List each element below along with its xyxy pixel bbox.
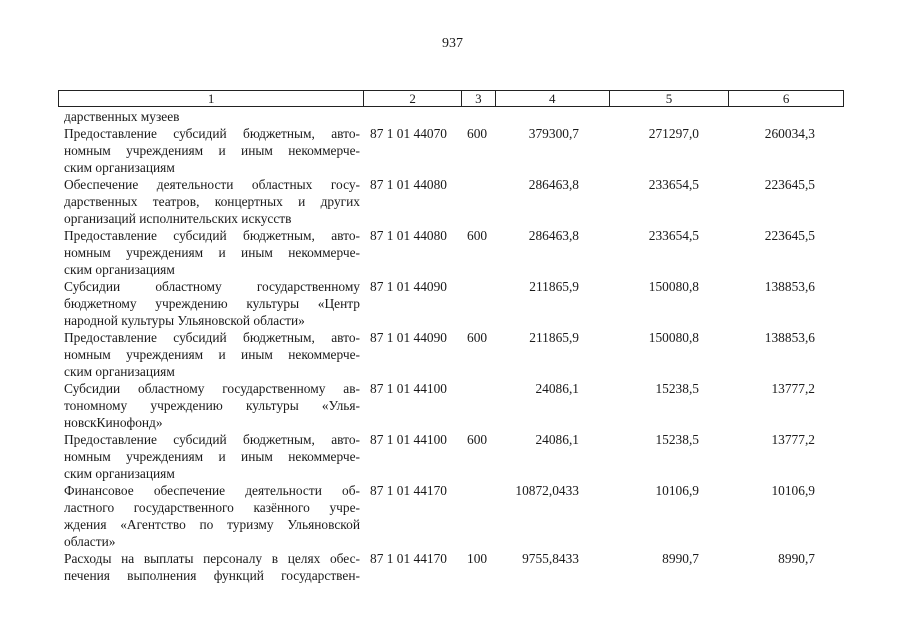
row-name: Предоставление субсидий бюджетным, авто- — [64, 126, 360, 141]
table-row — [0, 210, 905, 227]
table-row — [0, 516, 905, 533]
row-value-col6: 260034,3 — [764, 126, 815, 141]
row-value-col4: 24086,1 — [535, 381, 579, 396]
header-col-6: 6 — [782, 91, 790, 106]
row-code: 87 1 01 44090 — [370, 279, 447, 294]
table-row — [0, 482, 905, 499]
row-name: Предоставление субсидий бюджетным, авто- — [64, 432, 360, 447]
row-name: ским организациям — [64, 160, 175, 175]
table-row — [0, 159, 905, 176]
row-value-col6: 13777,2 — [771, 381, 815, 396]
header-col-4: 4 — [496, 91, 610, 106]
row-name: печения выполнения функций государствен- — [64, 568, 360, 583]
row-name: Субсидии областному государственному — [64, 279, 360, 294]
row-value-col4: 211865,9 — [529, 279, 579, 294]
page-number: 937 — [442, 36, 463, 51]
row-value-col6: 223645,5 — [764, 228, 815, 243]
row-value-col4: 286463,8 — [528, 228, 579, 243]
table-row — [0, 193, 905, 210]
row-value-col5: 150080,8 — [648, 330, 699, 345]
header-col-1: 1 — [59, 91, 364, 106]
row-name: Финансовое обеспечение деятельности об- — [64, 483, 360, 498]
header-col-3: 3 — [462, 91, 496, 106]
table-row — [0, 176, 905, 193]
table-row — [0, 363, 905, 380]
table-row — [0, 329, 905, 346]
row-code: 87 1 01 44100 — [370, 381, 447, 396]
row-code: 87 1 01 44070 — [370, 126, 447, 141]
row-code: 87 1 01 44170 — [370, 551, 447, 566]
row-expense-type: 600 — [467, 432, 488, 447]
row-expense-type: 100 — [467, 551, 488, 566]
row-name: Субсидии областному государственному ав- — [64, 381, 360, 396]
table-row — [0, 346, 905, 363]
table-row — [0, 142, 905, 159]
row-name: области» — [64, 534, 116, 549]
row-name: Расходы на выплаты персоналу в целях обес- — [64, 551, 360, 566]
row-name: Обеспечение деятельности областных госу- — [64, 177, 360, 192]
table-row — [0, 380, 905, 397]
row-name: новскКинофонд» — [64, 415, 163, 430]
row-name: номным учреждениям и иным некоммерче- — [64, 449, 360, 464]
row-value-col4: 211865,9 — [529, 330, 579, 345]
row-code: 87 1 01 44080 — [370, 177, 447, 192]
row-value-col5: 271297,0 — [648, 126, 699, 141]
row-value-col4: 286463,8 — [528, 177, 579, 192]
row-value-col5: 8990,7 — [662, 551, 699, 566]
row-name: дарственных театров, концертных и других — [64, 194, 360, 209]
row-value-col5: 15238,5 — [655, 432, 699, 447]
table-row — [0, 533, 905, 550]
table-row — [0, 227, 905, 244]
table-row — [0, 397, 905, 414]
row-value-col4: 9755,8433 — [522, 551, 579, 566]
row-name: народной культуры Ульяновской области» — [64, 313, 305, 328]
row-expense-type: 600 — [467, 126, 488, 141]
row-name: Предоставление субсидий бюджетным, авто- — [64, 330, 360, 345]
row-name: организаций исполнительских искусств — [64, 211, 292, 226]
table-row — [0, 108, 905, 125]
row-name: ским организациям — [64, 262, 175, 277]
row-value-col4: 24086,1 — [535, 432, 579, 447]
table-row — [0, 431, 905, 448]
table-row — [0, 550, 905, 567]
row-name: номным учреждениям и иным некоммерче- — [64, 245, 360, 260]
row-value-col6: 10106,9 — [771, 483, 815, 498]
row-name: ластного государственного казённого учре- — [64, 500, 360, 515]
table-row — [0, 312, 905, 329]
row-code: 87 1 01 44100 — [370, 432, 447, 447]
row-name: номным учреждениям и иным некоммерче- — [64, 143, 360, 158]
table-row — [0, 278, 905, 295]
row-name: бюджетному учреждению культуры «Центр — [64, 296, 360, 311]
table-body — [0, 108, 905, 584]
row-value-col6: 8990,7 — [778, 551, 815, 566]
row-value-col6: 13777,2 — [771, 432, 815, 447]
table-row — [0, 125, 905, 142]
row-expense-type: 600 — [467, 330, 488, 345]
row-name: Предоставление субсидий бюджетным, авто- — [64, 228, 360, 243]
table-row — [0, 448, 905, 465]
table-header — [58, 90, 844, 107]
table-row — [0, 499, 905, 516]
row-expense-type: 600 — [467, 228, 488, 243]
row-value-col4: 10872,0433 — [515, 483, 579, 498]
table-row — [0, 465, 905, 482]
row-code: 87 1 01 44090 — [370, 330, 447, 345]
row-value-col6: 138853,6 — [764, 330, 815, 345]
table-row — [0, 414, 905, 431]
row-name: номным учреждениям и иным некоммерче- — [64, 347, 360, 362]
row-name: тономному учреждению культуры «Улья- — [64, 398, 360, 413]
table-row — [0, 261, 905, 278]
row-value-col5: 150080,8 — [648, 279, 699, 294]
table-row — [0, 295, 905, 312]
row-name: ским организациям — [64, 364, 175, 379]
row-value-col6: 223645,5 — [764, 177, 815, 192]
row-value-col5: 15238,5 — [655, 381, 699, 396]
table-row — [0, 567, 905, 584]
row-value-col5: 10106,9 — [655, 483, 699, 498]
table-row — [0, 244, 905, 261]
row-value-col5: 233654,5 — [648, 228, 699, 243]
row-value-col5: 233654,5 — [648, 177, 699, 192]
row-name: ждения «Агентство по туризму Ульяновской — [64, 517, 360, 532]
row-name: ским организациям — [64, 466, 175, 481]
row-value-col4: 379300,7 — [528, 126, 579, 141]
header-col-5: 5 — [610, 91, 730, 106]
row-code: 87 1 01 44080 — [370, 228, 447, 243]
row-value-col6: 138853,6 — [764, 279, 815, 294]
row-code: 87 1 01 44170 — [370, 483, 447, 498]
header-col-2: 2 — [364, 91, 462, 106]
row-name: дарственных музеев — [64, 109, 180, 124]
